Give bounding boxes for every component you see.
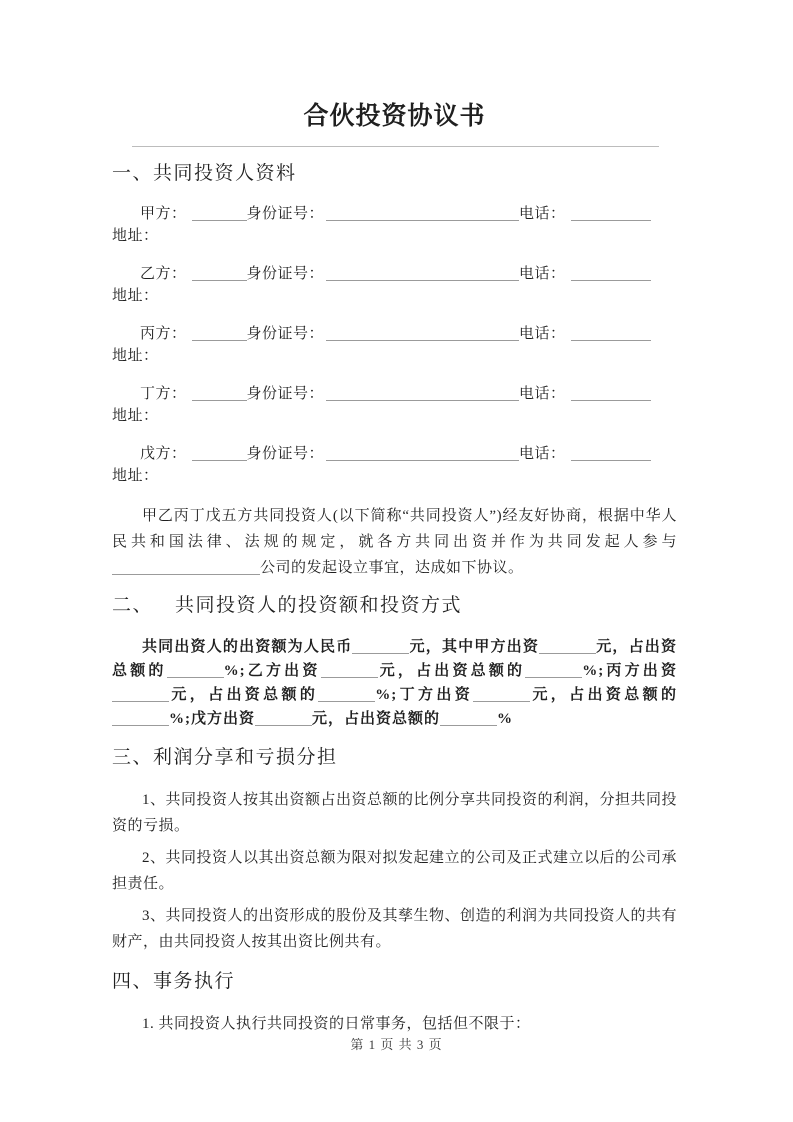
fill-in-blank[interactable] bbox=[440, 711, 497, 726]
party-address-row bbox=[112, 465, 677, 487]
party-address-label: 地址： bbox=[112, 228, 159, 244]
party-id-blank[interactable] bbox=[326, 266, 519, 281]
fill-in-blank[interactable] bbox=[473, 687, 530, 702]
party-name-label: 戊方： bbox=[140, 446, 187, 462]
party-phone-label: 电话： bbox=[519, 446, 566, 462]
fill-in-blank[interactable] bbox=[318, 687, 375, 702]
party-name-label: 乙方： bbox=[140, 266, 187, 282]
party-block-bingfang bbox=[112, 323, 677, 367]
fill-in-blank[interactable] bbox=[539, 639, 596, 654]
party-address-row bbox=[112, 405, 677, 427]
party-id-label: 身份证号： bbox=[246, 206, 325, 222]
fill-in-blank[interactable] bbox=[112, 560, 260, 575]
party-id-blank[interactable] bbox=[326, 386, 519, 401]
party-id-label: 身份证号： bbox=[246, 446, 325, 462]
party-address-row bbox=[112, 225, 677, 247]
party-name-blank[interactable] bbox=[192, 386, 247, 401]
party-row bbox=[112, 203, 677, 225]
party-name-label: 丙方： bbox=[140, 326, 187, 342]
fill-in-blank[interactable] bbox=[167, 663, 224, 678]
section2-heading-text: 共同投资人的投资额和投资方式 bbox=[175, 595, 463, 616]
party-name-label: 甲方： bbox=[140, 206, 187, 222]
party-name-blank[interactable] bbox=[192, 206, 247, 221]
fill-in-blank[interactable] bbox=[112, 711, 169, 726]
section1-heading: 一、共同投资人资料 bbox=[112, 163, 297, 184]
fill-in-blank[interactable] bbox=[255, 711, 312, 726]
party-phone-label: 电话： bbox=[519, 266, 566, 282]
party-id-blank[interactable] bbox=[326, 446, 519, 461]
section2-heading bbox=[112, 593, 677, 619]
fill-in-blank[interactable] bbox=[321, 663, 378, 678]
page-footer: 第 1 页 共 3 页 bbox=[350, 1037, 443, 1052]
party-address-row bbox=[112, 345, 677, 367]
party-id-blank[interactable] bbox=[326, 206, 519, 221]
party-name-blank[interactable] bbox=[192, 266, 247, 281]
party-phone-label: 电话： bbox=[519, 386, 566, 402]
section3-heading: 三、利润分享和亏损分担 bbox=[112, 747, 338, 768]
party-id-label: 身份证号： bbox=[246, 266, 325, 282]
party-name-blank[interactable] bbox=[192, 326, 247, 341]
party-id-blank[interactable] bbox=[326, 326, 519, 341]
party-address-label: 地址： bbox=[112, 408, 159, 424]
party-block-dingfang bbox=[112, 383, 677, 427]
party-row bbox=[112, 443, 677, 465]
party-block-wufang bbox=[112, 443, 677, 487]
section2-heading-number: 二、 bbox=[112, 595, 154, 616]
party-phone-label: 电话： bbox=[519, 206, 566, 222]
fill-in-blank[interactable] bbox=[352, 639, 409, 654]
page-title: 合伙投资协议书 bbox=[303, 103, 486, 130]
party-id-label: 身份证号： bbox=[246, 386, 325, 402]
party-address-label: 地址： bbox=[112, 348, 159, 364]
party-address-label: 地址： bbox=[112, 288, 159, 304]
fill-in-blank[interactable] bbox=[525, 663, 582, 678]
party-address-label: 地址： bbox=[112, 468, 159, 484]
section3-item-3: 3、共同投资人的出资形成的股份及其孳生物、创造的利润为共同投资人的共有财产，由共同投资人按其出资比例共有。 bbox=[112, 908, 678, 950]
party-phone-blank[interactable] bbox=[571, 386, 651, 401]
party-address-row bbox=[112, 285, 677, 307]
party-row bbox=[112, 383, 677, 405]
party-id-label: 身份证号： bbox=[246, 326, 325, 342]
investment-amounts-paragraph: 共同出资人的出资额为人民币 元，其中甲方出资 元，占出资总额的 %;乙方出资 元，占出资总额的 %;丙方出资元，占出资总额的 %;丁方出资 元，占出资总额的%;戊方出资 元，占出资总额的 % bbox=[112, 639, 677, 727]
party-phone-blank[interactable] bbox=[571, 446, 651, 461]
section4-item-1: 1. 共同投资人执行共同投资的日常事务，包括但不限于： bbox=[142, 1016, 531, 1032]
section3-item-2: 2、共同投资人以其出资总额为限对拟发起建立的公司及正式建立以后的公司承担责任。 bbox=[112, 850, 678, 892]
party-block-jiafang bbox=[112, 203, 677, 247]
section4-heading: 四、事务执行 bbox=[112, 971, 236, 992]
party-row bbox=[112, 263, 677, 285]
party-phone-label: 电话： bbox=[519, 326, 566, 342]
intro-paragraph: 甲乙丙丁戊五方共同投资人(以下简称“共同投资人”)经友好协商，根据中华人民共和国法律、法规的规定，就各方共同出资并作为共同发起人参与公司的发起设立事宜，达成如下协议。 bbox=[112, 508, 677, 576]
section3-item-1: 1、共同投资人按其出资额占出资总额的比例分享共同投资的利润，分担共同投资的亏损。 bbox=[112, 792, 678, 834]
party-phone-blank[interactable] bbox=[571, 266, 651, 281]
party-name-label: 丁方： bbox=[140, 386, 187, 402]
party-phone-blank[interactable] bbox=[571, 326, 651, 341]
party-name-blank[interactable] bbox=[192, 446, 247, 461]
party-row bbox=[112, 323, 677, 345]
fill-in-blank[interactable] bbox=[112, 687, 169, 702]
title-divider bbox=[132, 146, 659, 147]
party-phone-blank[interactable] bbox=[571, 206, 651, 221]
party-block-yifang bbox=[112, 263, 677, 307]
